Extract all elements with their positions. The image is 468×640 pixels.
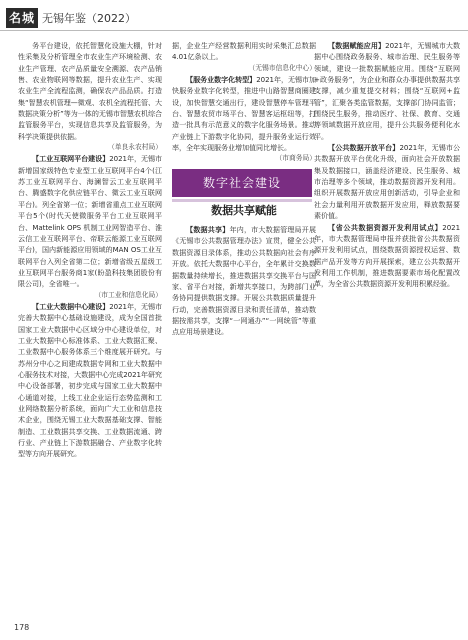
paragraph-text: 2021年，无锡市公共数据开放平台优化升级，面向社会开放数据集及数据接口，涵盖经济建设、民生服务、城市治理等多个领域，推动数据资源开发利用。组织开展数据开放应用创新活动，引导企业和社会力量利用开放数据开发应用，释放数据要素价值。 — [314, 143, 460, 221]
paragraph — [172, 74, 316, 153]
paragraph — [314, 40, 460, 142]
entry-title: 【公共数据开放平台】 — [328, 143, 400, 153]
paragraph — [18, 153, 162, 289]
column-right — [314, 40, 460, 630]
column-middle — [172, 40, 316, 630]
entry-title: 【工业互联网平台建设】 — [32, 154, 110, 164]
paragraph — [18, 40, 162, 142]
paragraph-text: 2021年，无锡市新增国家级特色专业型工业互联网平台4个(江苏工业互联网平台、海澜智云工业互联网平台、腾盛数字化供应链平台、微云工业互联网平台)。列全省第一位；新增省重点工业互联网平台5个(时代天使微服务平台工业互联网平台、Mattelink OPS 机制工业网智造平台、淮云信工业互联网平台、帝联云能源工业互联网平台)，国内新能源应用领域的MAN OS工业互联网平台入列全省第二位；新增省级五星级工业互联网平台服务商1家(盼盈科技集团股份有限公司)，全省唯一。 — [18, 154, 162, 289]
paragraph-text: 2021年，无锡城市大数据中心围绕政务服务、城市治理、民生服务等领域，建设一批数据赋能应用。围绕“互联网+政务服务”，为企业和群众办事提供数据共享支撑，减少重复提交材料；围绕“互联网+监管”，汇聚各类监管数据，支撑部门协同监管；围绕民生服务，推动医疗、社保、教育、交通等领域数据开放应用，提升公共服务便利化水平。 — [314, 41, 460, 141]
column-left — [18, 40, 162, 630]
section-title: 数据共享赋能 — [211, 203, 277, 217]
header-divider — [0, 30, 468, 31]
paragraph-text: 2021年，无锡市完善大数据中心基础设施建设，成为全国首批国家工业大数据中心区域分中心建设单位，对工业大数据中心标准体系、工业大数据汇聚、工业数据中心服务体系三个维度展开研究。与苏州分中心之间建成数据专网和工业大数据中心服务技术对接，大数据中心完成2021年研究中心设备部署，初步完成与国家工业大数据中心通道对接，上线工业企业运行态势监测和工业网络数据分析系统，面向广大工业和信息技术企业，围绕无锡工业大数据基础支撑、智能制造、工业数据共享交换、工业数据流通、跨行业、产业链上下游数据融合、产业数字化转型等方向开展研究。 — [18, 301, 162, 459]
entry-title: 【数据共享】 — [186, 225, 230, 235]
page-number: 178 — [14, 623, 30, 632]
entry-title: 【省公共数据资源开发利用试点】 — [328, 222, 443, 232]
paragraph — [314, 142, 460, 221]
chapter-banner: 数字社会建设 — [172, 169, 312, 197]
entry-title: 【数据赋能应用】 — [328, 41, 386, 50]
paragraph — [172, 40, 316, 63]
paragraph-text: 年内，市大数据管理局开展《无锡市公共数据管理办法》宣贯，健全公共数据资源目录体系，推动公共数据向社会有序开放。依托大数据中心平台，全年累计交换数据数量持续增长，推进数据共享交换平台与国家、省平台对接，新增共享接口，为跨部门业务协同提供数据支撑。开展公共数据质量提升行动，完善数据资源目录和责任清单，推动数据按需共享，支撑“一网通办”“一网统管”等重点应用场景建设。 — [172, 225, 316, 337]
running-title: 无锡年鉴（2022） — [42, 12, 136, 25]
paragraph-text: 2021年，市大数据管理局申报并获批省公共数据资源开发利用试点，围绕数据资源授权运营、数据产品开发等方向开展探索，建立公共数据开发利用工作机制，推进数据要素市场化配置改革，为全省公共数据资源开发利用积累经验。 — [314, 222, 460, 289]
source-note: （市商务局） — [275, 154, 316, 163]
paragraph — [314, 222, 460, 290]
source-note: （单良永农村局） — [108, 143, 162, 152]
paragraph — [172, 224, 316, 337]
page-header — [0, 0, 468, 34]
source-note: （市工业和信息化局） — [94, 290, 162, 299]
paragraph — [18, 301, 162, 460]
paragraph-text: 务平台建设，依托智慧化设施大棚，针对性采集及分析管理全市农业生产环境检测、农业生产管理、农产品质量安全溯源、农产品销售、农业物联网等数据，提升农业生产、实现农业生产全流程监测，确保农产品品质。打造集“智慧农机管理—微观、农机全流程托管、大数据决策分析”等为一体的无锡市智慧农机综合监管服务平台，实现信息共享及监管服务，为科学决策提供依据。 — [18, 41, 162, 141]
entry-title: 【工业大数据中心建设】 — [32, 301, 110, 311]
yearbook-logo: 名城 — [6, 8, 38, 28]
paragraph-text: 2021年，无锡市加快服务业数字化转型，推进中山路智慧商圈建设，加快智慧交通出行，建设智慧停车管理平台、智慧农贸市场平台、智慧客运枢纽等，打造一批具有示范意义的数字化服务场景。推动产业链上下游数字化协同，提升服务业运行效率，全年实现服务业增加值同比增长。 — [172, 75, 316, 153]
source-note: （无锡市信息化中心） — [248, 63, 316, 72]
paragraph-text: 据，企业生产经营数据利用实时采集汇总数据4.01亿条以上。 — [172, 41, 316, 62]
entry-title: 【服务业数字化转型】 — [186, 75, 257, 85]
